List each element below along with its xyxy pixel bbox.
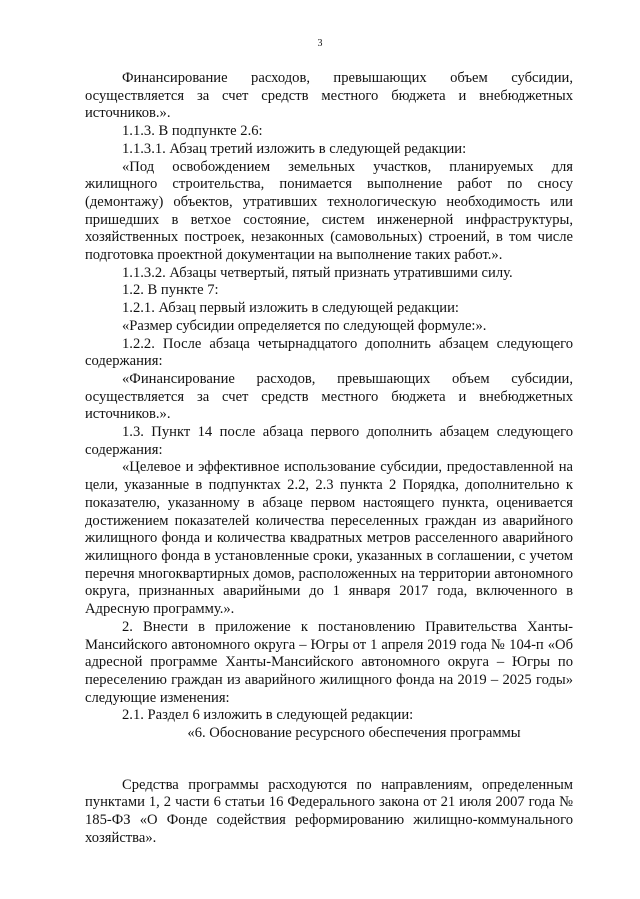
paragraph-financing-1: Финансирование расходов, превышающих объем субсидии, осуществляется за счет средств местного бюджета и внебюджетных источников.».	[85, 70, 573, 122]
paragraph-subclause-1-2-1: 1.2.1. Абзац первый изложить в следующей редакции:	[122, 300, 459, 317]
section-6-heading: «6. Обоснование ресурсного обеспечения программы	[187, 725, 521, 742]
paragraph-subclause-1-1-3-2: 1.1.3.2. Абзацы четвертый, пятый признать утратившими силу.	[122, 264, 513, 281]
paragraph-clause-2: 2. Внести в приложение к постановлению Правительства Ханты-Мансийского автономного округа – Югры от 1 апреля 2019 года № 104-п «Об адресной программе Ханты-Мансийского автономного округа – Югры по переселению граждан из аварийного жилищного фонда на 2019 – 2025 годы» следующие изменения:	[85, 618, 573, 706]
paragraph-clause-1-2: 1.2. В пункте 7:	[122, 282, 219, 299]
paragraph-subclause-1-1-3-1: 1.1.3.1. Абзац третий изложить в следующей редакции:	[122, 140, 467, 157]
paragraph-financing-2: «Финансирование расходов, превышающих объем субсидии, осуществляется за счет средств местного бюджета и внебюджетных источников.».	[85, 370, 573, 423]
paragraph-clause-2-1: 2.1. Раздел 6 изложить в следующей редакции:	[122, 707, 414, 724]
paragraph-subsidy-efficiency: «Целевое и эффективное использование субсидии, предоставленной на цели, указанные в подпунктах 2.2, 2.3 пункта 2 Порядка, дополнительно к показателю, указанному в абзаце первом настоящего пункта, оценивается достижением показателей количества переселенных граждан из аварийного жилищного фонда и количества квадратных метров расселенного аварийного жилищного фонда в установленные сроки, указанных в соглашении, с учетом перечня многоквартирных домов, расположенных на территории автономного округа, признанных аварийными до 1 января 2017 года, включенного в Адресную программу.».	[85, 459, 573, 618]
paragraph-subclause-1-2-2: 1.2.2. После абзаца четырнадцатого дополнить абзацем следующего содержания:	[85, 335, 573, 370]
paragraph-subclause-1-1-3: 1.1.3. В подпункте 2.6:	[122, 123, 263, 140]
paragraph-subsidy-formula: «Размер субсидии определяется по следующей формуле:».	[122, 317, 487, 334]
page-number: 3	[317, 38, 323, 49]
document-body	[85, 70, 573, 848]
paragraph-program-funds: Средства программы расходуются по направлениям, определенным пунктами 1, 2 части 6 статьи 16 Федерального закона от 21 июля 2007 года № 185-ФЗ «О Фонде содействия реформированию жилищно-коммунального хозяйства».	[85, 776, 573, 846]
paragraph-land-clearing: «Под освобождением земельных участков, планируемых для жилищного строительства, понимается выполнение работ по сносу (демонтажу) объектов, утративших технологическую необходимость или пришедших в ветхое состояние, систем инженерной инфраструктуры, хозяйственных построек, незаконных (самовольных) строений, в том числе подготовка проектной документации на выполнение таких работ.».	[85, 158, 573, 264]
paragraph-clause-1-3: 1.3. Пункт 14 после абзаца первого дополнить абзацем следующего содержания:	[85, 424, 573, 458]
